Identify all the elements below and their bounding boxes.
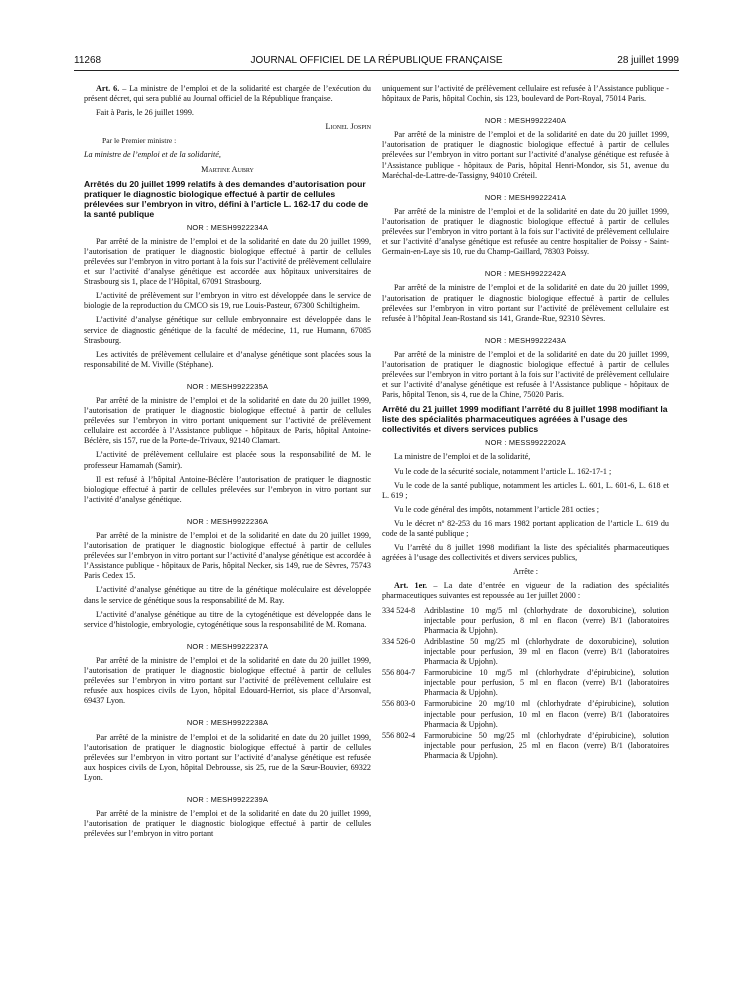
- paragraph: Par arrêté de la ministre de l’emploi et de la solidarité en date du 20 juillet 1999, l’autorisation de pratiquer le diagnostic biologique effectué à partir de cellules prélevées sur l’embryon in vitro portant: [84, 809, 371, 839]
- paragraph: Par arrêté de la ministre de l’emploi et de la solidarité en date du 20 juillet 1999, l’autorisation de pratiquer le diagnostic biologique effectué à partir de cellules prélevées sur l’embryon in vitro portant sur l’activité d’analyse génétique est refusée à l’Assistance publique - hôpitaux de Paris, hôpital Henri-Mondor, sis 51, avenue du Maréchal-de-Lattre-de-Tassigny, 94010 Créteil.: [382, 130, 669, 180]
- section-title: Arrêtés du 20 juillet 1999 relatifs à des demandes d’autorisation pour pratiquer le diagnostic biologique effectué à partir de cellules prélevées sur l’embryon in vitro, défini à l’article L. 162-17 du code de la santé publique: [84, 178, 369, 219]
- product-entry: [382, 606, 669, 636]
- product-code: 334 526-0: [382, 636, 416, 646]
- section-title: Arrêté du 21 juillet 1999 modifiant l’arrêté du 8 juillet 1998 modifiant la liste des spécialités pharmaceutiques agréées à l’usage des collectivités et divers services publics: [382, 404, 668, 435]
- signatory-by: Par le Premier ministre :: [102, 136, 177, 146]
- product-text: Farmorubicine 50 mg/25 ml (chlorhydrate d’épirubicine), solution injectable pour perfusion, 25 ml en flacon (verre) B/1 (laboratoires Pharmacia & Upjohn).: [424, 730, 669, 760]
- nor-reference: NOR : MESH9922242A: [484, 269, 567, 279]
- signature-place-date: Fait à Paris, le 26 juillet 1999.: [96, 108, 194, 118]
- product-text: Adriblastine 50 mg/25 ml (chlorhydrate de doxorubicine), solution injectable pour perfusion, 39 ml en flacon (verre) B/1 (laboratoires Pharmacia & Upjohn).: [424, 636, 669, 667]
- product-code: 556 802-4: [382, 730, 416, 740]
- visa: Vu le code de la sécurité sociale, notamment l’article L. 162-17-1 ;: [394, 466, 612, 476]
- product-text: Farmorubicine 10 mg/5 ml (chlorhydrate d’épirubicine), solution injectable pour perfusion, 5 ml en flacon (verre) B/1 (laboratoires Pharmacia & Upjohn).: [424, 668, 669, 698]
- issue-date: 28 juillet 1999: [617, 55, 679, 66]
- paragraph: Il est refusé à l’hôpital Antoine-Béclère l’autorisation de pratiquer le diagnostic biologique effectué à partir de cellules prélevées sur l’embryon in vitro portant sur l’activité d’analyse génétique.: [84, 474, 371, 504]
- article-text: – La date d’entrée en vigueur de la radiation des spécialités pharmaceutiques suivantes est repoussée au 1er juillet 2000 :: [382, 581, 669, 601]
- nor-reference: NOR : MESH9922234A: [186, 222, 269, 232]
- product-entry: [382, 731, 669, 761]
- header-rule: [74, 70, 679, 71]
- paragraph: Par arrêté de la ministre de l’emploi et de la solidarité en date du 20 juillet 1999, l’autorisation de pratiquer le diagnostic biologique effectué à partir de cellules prélevées sur l’embryon in vitro portant à la fois sur l’activité de prélèvement cellulaire et sur l’activité d’analyse génétique est accordée aux hôpitaux universitaires de Strasbourg sis 1, place de l’Hôpital, 67091 Strasbourg.: [84, 236, 371, 287]
- product-code: 556 804-7: [382, 668, 416, 678]
- visa: Vu le code général des impôts, notamment l’article 281 octies ;: [394, 504, 600, 514]
- left-column: [84, 84, 371, 843]
- nor-reference: NOR : MESH9922241A: [484, 192, 567, 202]
- product-text: Farmorubicine 20 mg/10 ml (chlorhydrate d’épirubicine), solution injectable pour perfusion, 10 ml en flacon (verre) B/1 (laboratoires Pharmacia & Upjohn).: [424, 699, 669, 729]
- right-column: [382, 84, 669, 762]
- article-6: [84, 84, 371, 104]
- paragraph: Par arrêté de la ministre de l’emploi et de la solidarité en date du 20 juillet 1999, l’autorisation de pratiquer le diagnostic biologique effectué à partir de cellules prélevées sur l’embryon in vitro portant sur l’activité de prélèvement cellulaire est refusée aux hospices civils de Lyon, hôpital Edouard-Herriot, sis place d’Arsonval, 69437 Lyon.: [84, 655, 371, 706]
- product-code: 334 524-8: [382, 605, 416, 615]
- nor-reference: NOR : MESH9922239A: [186, 794, 269, 804]
- product-entry: [382, 637, 669, 667]
- paragraph-continued: uniquement sur l’activité de prélèvement cellulaire est refusée à l’Assistance publique - hôpitaux de Paris, hôpital Cochin, sis 123, boulevard de Port-Royal, 75014 Paris.: [382, 84, 669, 104]
- nor-reference: NOR : MESH9922236A: [186, 516, 269, 526]
- minister-name: Martine Aubry: [201, 164, 254, 174]
- product-text: Adriblastine 10 mg/5 ml (chlorhydrate de doxorubicine), solution injectable pour perfusion, 8 ml en flacon (verre) B/1 (laboratoires Pharmacia & Upjohn).: [424, 605, 669, 635]
- nor-reference: NOR : MESH9922240A: [484, 116, 567, 126]
- page-header: [74, 55, 679, 69]
- paragraph: L’activité d’analyse génétique au titre de la génétique moléculaire est développée dans le service de génétique sous la responsabilité de M. Ray.: [84, 585, 371, 605]
- paragraph: L’activité d’analyse génétique sur cellule embryonnaire est développée dans le service de diagnostic génétique de la faculté de médecine, 11, rue Humann, 67085 Strasbourg.: [84, 315, 371, 345]
- visa: Vu le décret nº 82-253 du 16 mars 1982 portant application de l’article L. 619 du code de la santé publique ;: [382, 518, 669, 538]
- visa: Vu l’arrêté du 8 juillet 1998 modifiant la liste des spécialités pharmaceutiques agréées à l’usage des collectivités et divers services publics,: [382, 543, 669, 563]
- paragraph: Par arrêté de la ministre de l’emploi et de la solidarité en date du 20 juillet 1999, l’autorisation de pratiquer le diagnostic biologique effectué à partir de cellules prélevées sur l’embryon in vitro portant uniquement sur l’activité de prélèvement cellulaire est accordée à l’Assistance publique - hôpitaux de Paris, hôpital Antoine-Béclère, sis 157, rue de la Porte-de-Trivaux, 92140 Clamart.: [84, 395, 371, 446]
- nor-reference: NOR : MESS9922202A: [485, 438, 566, 448]
- paragraph: L’activité d’analyse génétique au titre de la cytogénétique est développée dans le service d’histologie, embryologie, cytogénétique sous la responsabilité de M. Romana.: [84, 609, 371, 629]
- article-1: [382, 581, 669, 601]
- journal-title: JOURNAL OFFICIEL DE LA RÉPUBLIQUE FRANÇAISE: [250, 55, 503, 66]
- product-entry: [382, 699, 669, 729]
- nor-reference: NOR : MESH9922238A: [186, 718, 269, 728]
- paragraph: Par arrêté de la ministre de l’emploi et de la solidarité en date du 20 juillet 1999, l’autorisation de pratiquer le diagnostic biologique effectué à partir de cellules prélevées sur l’embryon in vitro portant à la fois sur l’activité de prélèvement cellulaire et sur l’activité d’analyse génétique est refusée à l’Assistance publique - hôpitaux de Paris, hôpital Tenon, sis 4, rue de la Chine, 75020 Paris.: [382, 349, 669, 400]
- nor-reference: NOR : MESH9922237A: [186, 641, 269, 651]
- page-number: 11268: [74, 55, 102, 66]
- paragraph: Les activités de prélèvement cellulaire et d’analyse génétique sont placées sous la responsabilité de M. Viville (Stéphane).: [84, 349, 371, 369]
- paragraph: Par arrêté de la ministre de l’emploi et de la solidarité en date du 20 juillet 1999, l’autorisation de pratiquer le diagnostic biologique effectué à partir de cellules prélevées sur l’embryon in vitro portant sur l’activité d’analyse génétique est refusée aux hospices civils de Lyon, hôpital Debrousse, sis 25, rue de la Sœur-Bouvier, 69322 Lyon.: [84, 732, 371, 782]
- paragraph: La ministre de l’emploi et de la solidarité,: [394, 452, 531, 462]
- nor-reference: NOR : MESH9922243A: [484, 335, 567, 345]
- paragraph: L’activité de prélèvement sur l’embryon in vitro est développée dans le service de biologie de la reproduction du CMCO sis 19, rue Louis-Pasteur, 67300 Schiltigheim.: [84, 291, 371, 311]
- paragraph: Par arrêté de la ministre de l’emploi et de la solidarité en date du 20 juillet 1999, l’autorisation de pratiquer le diagnostic biologique effectué à partir de cellules prélevées sur l’embryon in vitro portant à la fois sur l’activité de prélèvement cellulaire et sur l’activité d’analyse génétique est refusée au centre hospitalier de Poissy - Saint-Germain-en-Laye sis 10, rue du Champ-Gaillard, 78303 Poissy.: [382, 206, 669, 257]
- arrete-heading: Arrête :: [512, 567, 539, 577]
- paragraph: Par arrêté de la ministre de l’emploi et de la solidarité en date du 20 juillet 1999, l’autorisation de pratiquer le diagnostic biologique effectué à partir de cellules prélevées sur l’embryon in vitro portant sur l’activité d’analyse génétique est accordée à l’Assistance publique - hôpitaux de Paris, hôpital Necker, sis 149, rue de Sèvres, 75743 Paris Cedex 15.: [84, 531, 371, 581]
- paragraph: Par arrêté de la ministre de l’emploi et de la solidarité en date du 20 juillet 1999, l’autorisation de pratiquer le diagnostic biologique effectué à partir de cellules prélevées sur l’embryon in vitro portant sur l’activité de prélèvement cellulaire est refusée à l’hôpital Jean-Rostand sis 141, Grande-Rue, 92310 Sèvres.: [382, 283, 669, 323]
- product-entry: [382, 668, 669, 698]
- product-code: 556 803-0: [382, 699, 416, 709]
- signatory-name: Lionel Jospin: [325, 122, 371, 132]
- nor-reference: NOR : MESH9922235A: [186, 381, 269, 391]
- article-label: Art. 6.: [96, 84, 120, 93]
- paragraph: L’activité de prélèvement cellulaire est placée sous la responsabilité de M. le professeur Hamamah (Samir).: [84, 450, 371, 470]
- signatory-role: La ministre de l’emploi et de la solidarité,: [84, 150, 221, 160]
- article-label: Art. 1er.: [394, 581, 428, 591]
- article-text: – La ministre de l’emploi et de la solidarité est chargée de l’exécution du présent décret, qui sera publié au Journal officiel de la République française.: [84, 84, 371, 104]
- visa: Vu le code de la santé publique, notamment les articles L. 601, L. 601-6, L. 618 et L. 619 ;: [382, 480, 669, 500]
